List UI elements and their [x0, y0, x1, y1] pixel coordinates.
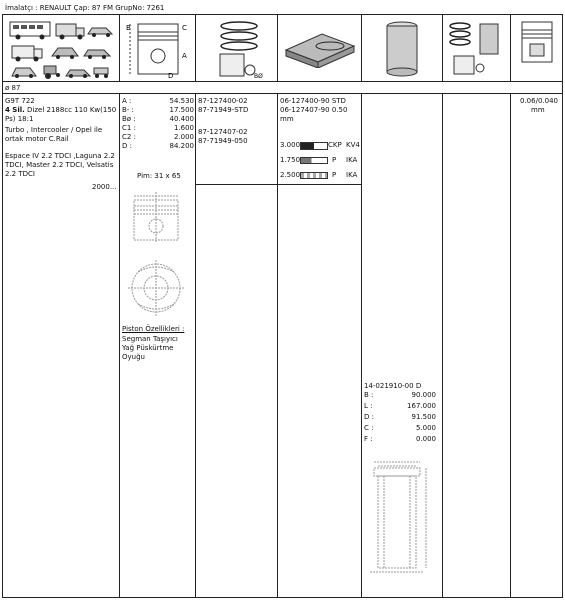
ring-type: CKP [328, 141, 342, 149]
svg-text:C: C [182, 24, 187, 32]
liner-value: 5.000 [415, 424, 436, 432]
frame-top [2, 14, 563, 15]
ring-box-icon [282, 28, 358, 68]
frame-left [2, 14, 3, 598]
ring-type: P [332, 156, 337, 164]
piston-code: 87-127407-02 [198, 128, 248, 136]
svg-text:A: A [182, 52, 187, 60]
col-sep-5b [442, 93, 443, 598]
ring-coating: IKA [346, 171, 358, 179]
piston-code: 87-71949-050 [198, 137, 248, 145]
dim-value: 40.400 [169, 115, 194, 123]
frame-right [562, 14, 563, 598]
dim-label: C1 : [122, 124, 136, 132]
engine-notes: Turbo , Intercooler / Opel ile ortak motor C.Rail [5, 126, 103, 143]
dim-value: 1.600 [173, 124, 194, 132]
piston-dimension-icon [124, 18, 192, 80]
diameter-row-bottom [2, 93, 563, 94]
piston-feature: Segman Taşıyıcı [122, 335, 178, 343]
dim-label: Bø : [122, 115, 136, 123]
svg-text:D: D [168, 72, 174, 80]
dim-label: C2 : [122, 133, 136, 141]
engine-year: 2000... [92, 183, 117, 191]
ring-set-code: 06-127407-90 0.50 [280, 106, 348, 114]
header-text: İmalatçı : RENAULT Çap: 87 FM GrupNo: 7261 [5, 4, 165, 12]
ring-row-bottom [195, 184, 361, 185]
piston-rings-icon [206, 18, 272, 80]
col-sep-3 [277, 14, 278, 82]
piston-code: 87-127400-02 [198, 97, 248, 105]
piston-feature: Oyuğu [122, 353, 145, 361]
liner-label: F : [364, 435, 373, 443]
liner-value: 90.000 [411, 391, 436, 399]
ring-profile [300, 142, 328, 150]
liner-label: B : [364, 391, 374, 399]
piston-features-title: Piston Özellikleri : [122, 325, 185, 333]
engine-vehicles: Espace IV 2.2 TDCI ,Laguna 2.2 TDCI, Master 2.2 TDCI, Velsatis 2.2 TDCI [5, 152, 115, 178]
pin-icon [516, 18, 558, 68]
piston-feature: Yağ Püskürtme [122, 344, 174, 352]
liner-drawing [362, 456, 438, 578]
frame-bottom [2, 597, 563, 598]
ring-size: 1.750 [280, 156, 301, 164]
ring-profile [300, 172, 328, 179]
liner-label: L : [364, 402, 373, 410]
vehicles-icon [8, 18, 116, 80]
col-sep-4 [361, 14, 362, 82]
dim-label: B- : [122, 106, 134, 114]
dim-value: 2.000 [173, 133, 194, 141]
col-sep-2 [195, 14, 196, 82]
engine-code: G9T 722 [5, 97, 35, 105]
piston-drawing [128, 192, 184, 322]
kit-icon [446, 18, 508, 80]
diameter-label: ø 87 [5, 84, 21, 92]
liner-value: 167.000 [407, 402, 436, 410]
liner-label: D : [364, 413, 374, 421]
ring-coating: KV4 [346, 141, 360, 149]
ring-size: 2.500 [280, 171, 301, 179]
ring-profile [300, 157, 328, 164]
ring-size: 3.000 [280, 141, 301, 149]
col-sep-2b [195, 93, 196, 598]
ring-set-code: 06-127400-90 STD [280, 97, 346, 105]
ring-coating: IKA [346, 156, 358, 164]
pin-size: Pim: 31 x 65 [137, 172, 181, 180]
col-sep-6b [510, 93, 511, 598]
engine-cylinders: 4 Sil. [5, 106, 25, 114]
engine-spec [5, 106, 117, 124]
engine-spec-rest: Dizel 2188cc 110 Kw(150 Ps) 18:1 [5, 106, 117, 123]
col-sep-1b [119, 93, 120, 598]
liner-label: C : [364, 424, 374, 432]
tolerance-unit: mm [531, 106, 545, 114]
col-sep-3b [277, 93, 278, 598]
ring-type: P [332, 171, 337, 179]
piston-code: 87-71949-STD [198, 106, 249, 114]
ring-set-unit: mm [280, 115, 294, 123]
liner-icon [378, 18, 426, 80]
liner-code: 14-021910-00 D [364, 382, 422, 390]
dim-label: A : [122, 97, 132, 105]
liner-value: 91.500 [411, 413, 436, 421]
dim-label: D : [122, 142, 132, 150]
icon-row-bottom [2, 81, 563, 82]
col-sep-6 [510, 14, 511, 82]
dim-value: 54.530 [169, 97, 194, 105]
dim-value: 84.200 [169, 142, 194, 150]
svg-text:B: B [126, 24, 131, 32]
col-sep-5 [442, 14, 443, 82]
liner-value: 0.000 [415, 435, 436, 443]
tolerance-value: 0.06/0.040 [520, 97, 558, 105]
dim-value: 17.500 [169, 106, 194, 114]
svg-text:BØ: BØ [254, 73, 263, 80]
col-sep-1 [119, 14, 120, 82]
